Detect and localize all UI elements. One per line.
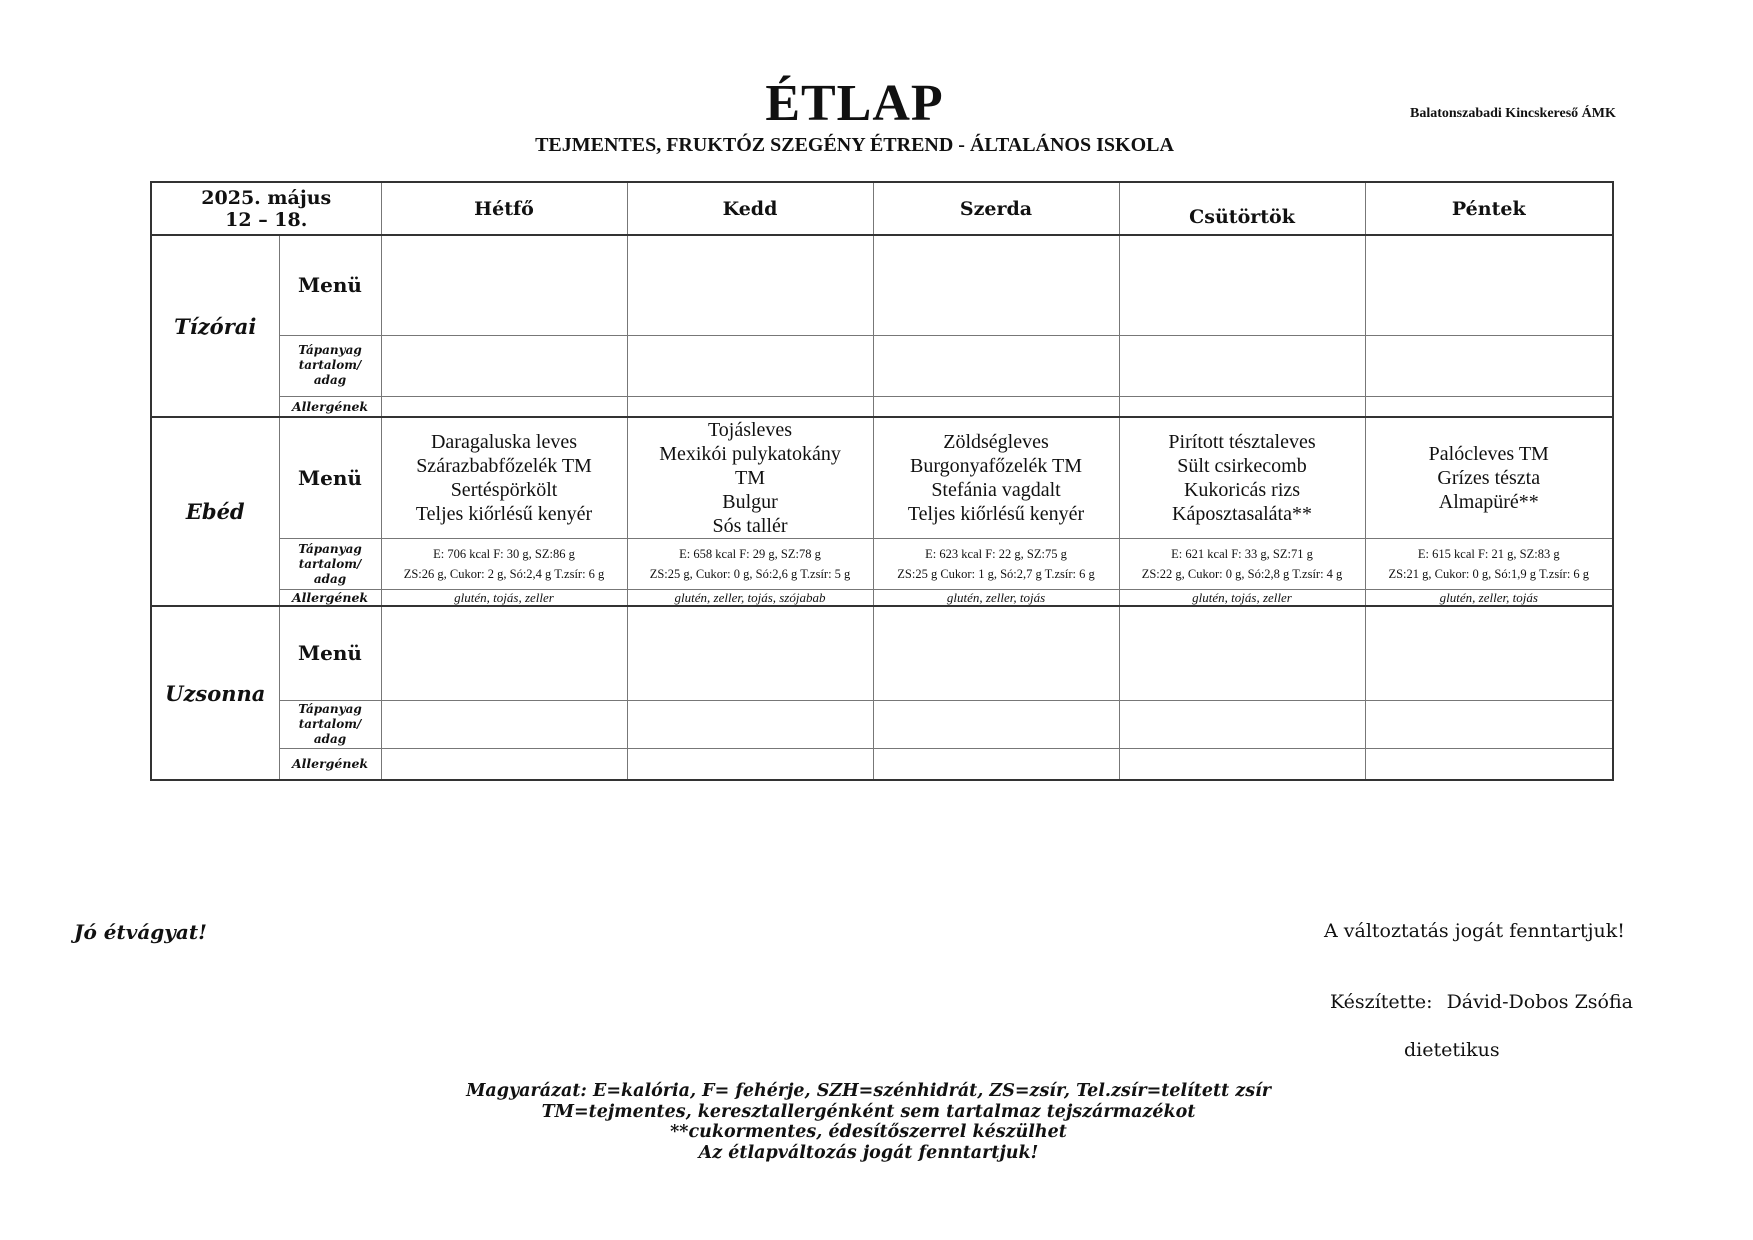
dish-item: TM <box>735 467 766 489</box>
nutrition-cell-thursday <box>1119 335 1365 396</box>
nutrition-line: ZS:26 g, Cukor: 2 g, Só:2,4 g T.zsír: 6 g <box>403 567 605 581</box>
allergens-cell-monday <box>381 748 627 780</box>
nutrition-cell-monday <box>381 539 627 590</box>
allergens-cell-tuesday <box>627 396 873 417</box>
dish-item: Teljes kiőrlésű kenyér <box>907 503 1085 525</box>
institution-name: Balatonszabadi Kincskereső ÁMK <box>1410 106 1616 121</box>
allergens-row-label: Allergének <box>279 396 381 417</box>
menu-cell-friday <box>1365 235 1613 335</box>
nutrition-row-label <box>279 335 381 396</box>
dish-item: Sült csirkecomb <box>1177 455 1307 477</box>
nutrition-line: ZS:25 g Cukor: 1 g, Só:2,7 g T.zsír: 6 g <box>897 567 1095 581</box>
legend <box>0 1081 1745 1163</box>
legend-line: Magyarázat: E=kalória, F= fehérje, SZH=szénhidrát, ZS=zsír, Tel.zsír=telített zsír <box>466 1081 1271 1101</box>
dish-item: Sertéspörkölt <box>450 479 558 501</box>
meal-nutrition-row <box>151 700 1613 748</box>
nutrition-label-line: tartalom/ <box>298 556 362 571</box>
page-title: ÉTLAP <box>765 75 944 132</box>
made-by <box>1330 991 1633 1013</box>
nutrition-cell-tuesday <box>627 539 873 590</box>
day-header-monday: Hétfő <box>381 182 627 235</box>
menu-cell-tuesday <box>627 235 873 335</box>
nutrition-cell-friday <box>1365 700 1613 748</box>
meal-menu-row <box>151 417 1613 539</box>
menu-cell-thursday <box>1119 235 1365 335</box>
dish-item: Káposztasaláta** <box>1172 503 1312 525</box>
meal-allergens-row <box>151 396 1613 417</box>
menu-cell-wednesday <box>873 235 1119 335</box>
dish-item: Bulgur <box>722 491 778 513</box>
menu-cell-monday <box>381 606 627 700</box>
allergens-cell-friday <box>1365 748 1613 780</box>
nutrition-label-line: adag <box>313 731 347 746</box>
nutrition-cell-thursday <box>1119 539 1365 590</box>
legend-line: Az étlapváltozás jogát fenntartjuk! <box>698 1142 1039 1163</box>
dish-item: Zöldségleves <box>943 431 1049 453</box>
nutrition-cell-friday <box>1365 335 1613 396</box>
menu-cell-monday <box>381 235 627 335</box>
dish-item: Szárazbabfőzelék TM <box>416 455 592 477</box>
nutrition-line: E: 623 kcal F: 22 g, SZ:75 g <box>925 547 1067 561</box>
menu-cell-tuesday <box>627 417 873 539</box>
allergens-cell-thursday: glutén, tojás, zeller <box>1119 590 1365 607</box>
made-by-name: Dávid-Dobos Zsófia <box>1446 991 1633 1013</box>
nutrition-label-line: adag <box>313 373 347 387</box>
meal-menu-row <box>151 606 1613 700</box>
allergens-cell-wednesday <box>873 396 1119 417</box>
dish-item: Daragaluska leves <box>430 431 578 453</box>
dish-item: Tojásleves <box>707 419 793 441</box>
menu-cell-thursday <box>1119 606 1365 700</box>
nutrition-line: E: 621 kcal F: 33 g, SZ:71 g <box>1171 547 1313 561</box>
dish-item: Grízes tészta <box>1437 467 1541 489</box>
dish-item: Kukoricás rizs <box>1183 479 1301 501</box>
allergens-cell-monday <box>381 396 627 417</box>
nutrition-line: ZS:22 g, Cukor: 0 g, Só:2,8 g T.zsír: 4 g <box>1141 567 1343 581</box>
day-header-thursday: Csütörtök <box>1119 182 1365 235</box>
allergens-cell-tuesday: glutén, zeller, tojás, szójabab <box>627 590 873 607</box>
allergens-cell-tuesday <box>627 748 873 780</box>
day-header-tuesday: Kedd <box>627 182 873 235</box>
allergens-cell-wednesday <box>873 748 1119 780</box>
nutrition-row-label <box>279 539 381 590</box>
nutrition-line: ZS:25 g, Cukor: 0 g, Só:2,6 g T.zsír: 5 g <box>649 567 851 581</box>
nutrition-label-line: tartalom/ <box>298 716 362 731</box>
made-by-role: dietetikus <box>1404 1039 1500 1061</box>
menu-cell-wednesday <box>873 417 1119 539</box>
nutrition-cell-friday <box>1365 539 1613 590</box>
meal-nutrition-row <box>151 335 1613 396</box>
header-row <box>151 182 1613 235</box>
allergens-cell-friday: glutén, zeller, tojás <box>1365 590 1613 607</box>
nutrition-label-line: adag <box>313 571 347 586</box>
dish-item: Sós tallér <box>712 515 788 537</box>
meal-name-ebd: Ebéd <box>151 417 279 606</box>
nutrition-label-line: tartalom/ <box>298 358 362 372</box>
dish-item: Almapüré** <box>1438 491 1539 513</box>
allergens-cell-thursday <box>1119 396 1365 417</box>
nutrition-cell-wednesday <box>873 539 1119 590</box>
week-month: 2025. május <box>201 186 332 209</box>
nutrition-cell-wednesday <box>873 700 1119 748</box>
meal-nutrition-row <box>151 539 1613 590</box>
nutrition-cell-monday <box>381 700 627 748</box>
allergens-row-label: Allergének <box>279 590 381 607</box>
day-header-wednesday: Szerda <box>873 182 1119 235</box>
enjoy-message: Jó étvágyat! <box>74 920 207 944</box>
nutrition-line: E: 706 kcal F: 30 g, SZ:86 g <box>433 547 575 561</box>
allergens-row-label: Allergének <box>279 748 381 780</box>
nutrition-cell-tuesday <box>627 700 873 748</box>
menu-row-label: Menü <box>279 417 381 539</box>
day-header-friday: Péntek <box>1365 182 1613 235</box>
nutrition-cell-tuesday <box>627 335 873 396</box>
meal-name-tzrai: Tízórai <box>151 235 279 417</box>
nutrition-label-line: Tápanyag <box>298 701 362 716</box>
legend-line: TM=tejmentes, keresztallergénként sem tartalmaz tejszármazékot <box>541 1101 1196 1122</box>
nutrition-line: ZS:21 g, Cukor: 0 g, Só:1,9 g T.zsír: 6 g <box>1388 567 1590 581</box>
nutrition-row-label <box>279 700 381 748</box>
nutrition-label-line: Tápanyag <box>298 343 362 357</box>
meal-menu-row <box>151 235 1613 335</box>
menu-cell-thursday <box>1119 417 1365 539</box>
week-range: 12 – 18. <box>225 208 308 231</box>
dish-item: Stefánia vagdalt <box>931 479 1061 501</box>
nutrition-cell-monday <box>381 335 627 396</box>
dish-item: Teljes kiőrlésű kenyér <box>415 503 593 525</box>
made-by-label: Készítette: <box>1330 991 1433 1013</box>
menu-cell-friday <box>1365 417 1613 539</box>
page-subtitle: TEJMENTES, FRUKTÓZ SZEGÉNY ÉTREND - ÁLTALÁNOS ISKOLA <box>535 134 1174 156</box>
menu-cell-wednesday <box>873 606 1119 700</box>
menu-cell-tuesday <box>627 606 873 700</box>
allergens-cell-wednesday: glutén, zeller, tojás <box>873 590 1119 607</box>
dish-item: Mexikói pulykatokány <box>659 443 841 465</box>
dish-item: Burgonyafőzelék TM <box>910 455 1083 477</box>
menu-cell-friday <box>1365 606 1613 700</box>
allergens-cell-friday <box>1365 396 1613 417</box>
menu-row-label: Menü <box>279 606 381 700</box>
rights-notice: A változtatás jogát fenntartjuk! <box>1324 920 1625 942</box>
nutrition-label-line: Tápanyag <box>298 541 362 556</box>
nutrition-line: E: 615 kcal F: 21 g, SZ:83 g <box>1417 547 1560 561</box>
meal-allergens-row <box>151 748 1613 780</box>
menu-row-label: Menü <box>279 235 381 335</box>
meal-name-uzsonna: Uzsonna <box>151 606 279 780</box>
allergens-cell-thursday <box>1119 748 1365 780</box>
nutrition-cell-wednesday <box>873 335 1119 396</box>
dish-item: Palócleves TM <box>1428 443 1549 465</box>
menu-cell-monday <box>381 417 627 539</box>
nutrition-cell-thursday <box>1119 700 1365 748</box>
meal-allergens-row <box>151 590 1613 607</box>
week-date-cell <box>151 182 381 235</box>
nutrition-line: E: 658 kcal F: 29 g, SZ:78 g <box>679 547 821 561</box>
allergens-cell-monday: glutén, tojás, zeller <box>381 590 627 607</box>
dish-item: Pirított tésztaleves <box>1168 431 1316 453</box>
legend-line: **cukormentes, édesítőszerrel készülhet <box>670 1122 1067 1142</box>
weekly-menu-table <box>150 181 1614 781</box>
